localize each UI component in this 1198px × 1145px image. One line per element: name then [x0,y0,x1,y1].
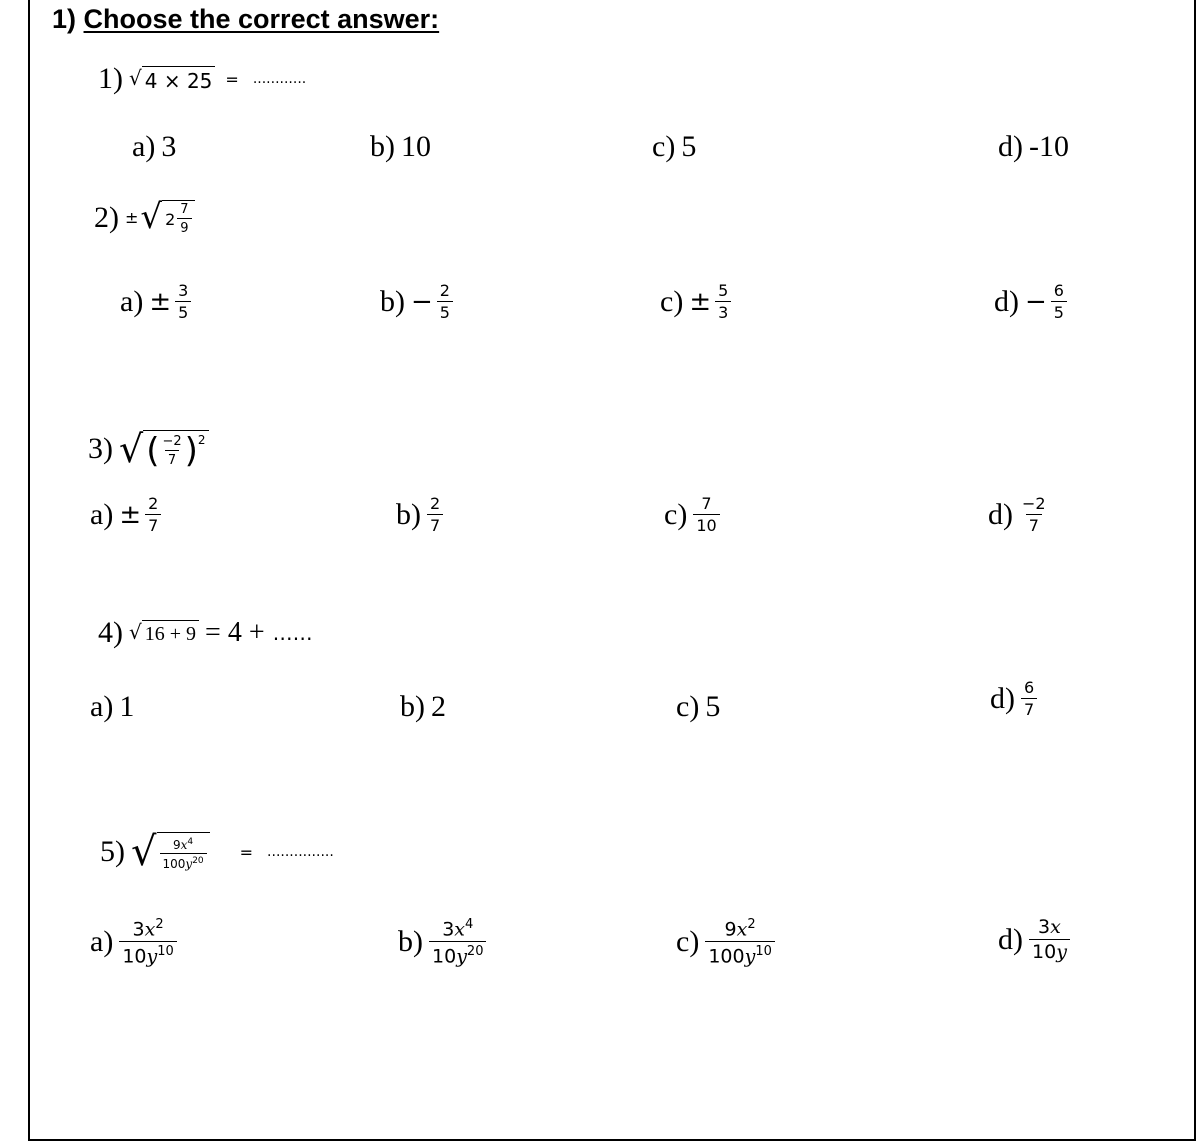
option-label: b) [398,925,423,959]
numerator: 2 [439,281,450,300]
numerator: 6 [1053,281,1064,300]
square-root [119,427,209,471]
variable: y [744,945,756,968]
option-d[interactable] [994,283,1067,321]
fraction [145,496,161,534]
question-2 [94,197,195,237]
option-a[interactable] [120,283,191,321]
radicand: 16 + 9 [142,620,199,646]
option-b[interactable] [396,496,443,534]
coefficient: 10 [432,945,457,968]
exponent: 2 [197,433,206,447]
square-root [129,620,199,646]
option-label: c) [652,130,676,163]
fraction [1019,496,1049,534]
sign: ± [689,287,712,317]
option-label: c) [676,690,700,723]
numerator [130,918,167,941]
fraction [429,918,486,967]
option-label: a) [90,690,114,723]
denominator [1029,939,1070,962]
radicand [157,832,210,872]
denominator: 10 [693,514,719,534]
option-d[interactable] [988,496,1049,534]
option-c[interactable] [660,283,731,321]
option-label: b) [380,285,405,318]
question-number: 4) [98,616,123,649]
variable: y [185,856,193,871]
option-label: b) [396,498,421,531]
denominator: 5 [175,301,191,321]
numerator: −2 [1022,494,1046,513]
variable: x [144,918,156,941]
option-c[interactable] [652,130,696,164]
plus-minus-sign: ± [125,208,139,227]
fraction [437,283,453,321]
option-label: d) [994,285,1019,318]
option-label: b) [400,690,425,723]
denominator [160,853,207,870]
right-paren: ) [184,430,198,471]
exponent: 4 [465,917,474,932]
radical-sign: √ [119,427,144,471]
exponent: 20 [466,944,484,960]
coefficient: 100 [708,945,745,968]
variable: y [1056,941,1067,963]
question-number: 3) [88,432,113,465]
numerator [439,918,476,941]
denominator: 7 [427,514,443,534]
variable: y [146,945,158,968]
option-value: 3 [161,130,177,163]
option-c[interactable] [676,918,775,967]
denominator: 5 [1051,301,1067,321]
numerator [170,838,196,853]
variable: x [1050,916,1061,938]
answer-blank: ............... [267,844,334,860]
option-d[interactable] [998,918,1070,962]
denominator: 9 [177,218,191,235]
option-label: d) [990,682,1015,715]
section-number: 1) [52,4,77,34]
option-label: a) [90,498,114,531]
exponent: 10 [157,944,174,960]
exponent: 20 [192,855,204,866]
sign: ± [119,500,142,530]
numerator: −2 [162,433,182,449]
option-label: a) [90,925,114,959]
variable: x [736,918,748,941]
option-c[interactable] [664,496,720,534]
coefficient: 3 [1038,916,1051,938]
sign: − [1025,287,1047,317]
denominator: 7 [1021,698,1037,718]
option-c[interactable] [676,690,720,724]
fraction [177,203,191,235]
numerator: 6 [1024,678,1035,697]
radicand [143,430,208,471]
fraction [1051,283,1067,321]
equals-sign: = [225,69,239,89]
fraction [427,496,443,534]
square-root [129,66,215,93]
option-a[interactable] [132,130,176,164]
square-root [140,197,194,237]
fraction [1029,918,1070,962]
radical-sign: √ [129,620,142,644]
option-label: a) [132,130,156,163]
question-number: 1) [98,62,123,95]
option-b[interactable] [380,283,453,321]
coefficient: 9 [724,918,737,941]
question-number: 5) [100,835,125,868]
variable: x [180,837,188,852]
numerator: 7 [180,202,189,217]
mixed-whole: 2 [165,209,176,229]
coefficient: 10 [122,945,147,968]
exponent: 2 [155,917,164,932]
numerator: 2 [430,494,441,513]
option-value: 5 [705,690,721,723]
fraction [119,918,176,967]
numerator [722,918,759,941]
question-number: 2) [94,200,119,234]
square-root [131,829,210,875]
section-heading [52,4,439,35]
radical-sign: √ [140,197,163,237]
fraction [693,496,719,534]
option-d[interactable] [990,680,1037,718]
numerator: 3 [178,281,189,300]
fraction [160,838,207,870]
exponent: 2 [747,917,756,932]
option-label: d) [988,498,1013,531]
fraction [705,918,775,967]
option-a[interactable] [90,690,134,724]
sign: − [411,287,433,317]
numerator: 2 [148,494,159,513]
section-title: Choose the correct answer: [83,4,440,34]
option-label: c) [660,285,684,318]
fraction [1021,680,1037,718]
numerator: 7 [701,494,712,513]
worksheet-frame [28,0,1196,1141]
option-b[interactable] [398,918,486,967]
answer-blank: …… [272,621,313,645]
option-value: 1 [119,690,135,723]
radicand: 4 × 25 [142,66,216,93]
coefficient: 3 [132,918,145,941]
denominator [119,941,176,966]
option-label: c) [676,925,700,959]
option-a[interactable] [90,918,177,967]
denominator: 7 [1026,514,1042,534]
option-label: a) [120,285,144,318]
radical-sign: √ [131,829,157,875]
exponent: 10 [755,944,772,960]
option-label: d) [998,923,1023,956]
sign: ± [149,287,172,317]
question-5 [100,829,334,875]
question-1 [98,62,306,96]
variable: x [454,918,465,941]
option-label: b) [370,130,395,163]
answer-blank: ............ [252,71,307,87]
coefficient: 3 [442,918,455,941]
option-label: d) [998,130,1023,163]
denominator: 7 [145,514,161,534]
question-4 [98,616,313,650]
question-3 [88,427,209,471]
equals-sign: = [239,842,254,862]
option-value: 2 [431,690,446,723]
denominator [705,941,775,966]
option-value: 5 [681,130,697,163]
fraction [159,435,184,467]
coefficient: 9 [172,837,181,852]
radicand [162,200,194,235]
option-a[interactable] [90,496,161,534]
option-b[interactable] [400,690,446,724]
numerator [1035,918,1064,939]
option-value: 10 [401,130,431,163]
left-paren: ( [146,430,160,471]
numerator: 5 [718,281,729,300]
fraction [715,283,731,321]
option-value: -10 [1029,130,1069,163]
denominator: 7 [165,450,179,467]
option-b[interactable] [370,130,431,164]
denominator: 5 [437,301,453,321]
coefficient: 100 [162,856,186,871]
option-d[interactable] [998,130,1069,164]
variable: y [456,945,467,968]
coefficient: 10 [1032,941,1057,963]
denominator [429,941,486,966]
fraction [175,283,191,321]
exponent: 4 [187,836,194,847]
expression-rest: = 4 + [205,617,265,648]
option-label: c) [664,498,688,531]
radical-sign: √ [129,65,142,90]
denominator: 3 [715,301,731,321]
